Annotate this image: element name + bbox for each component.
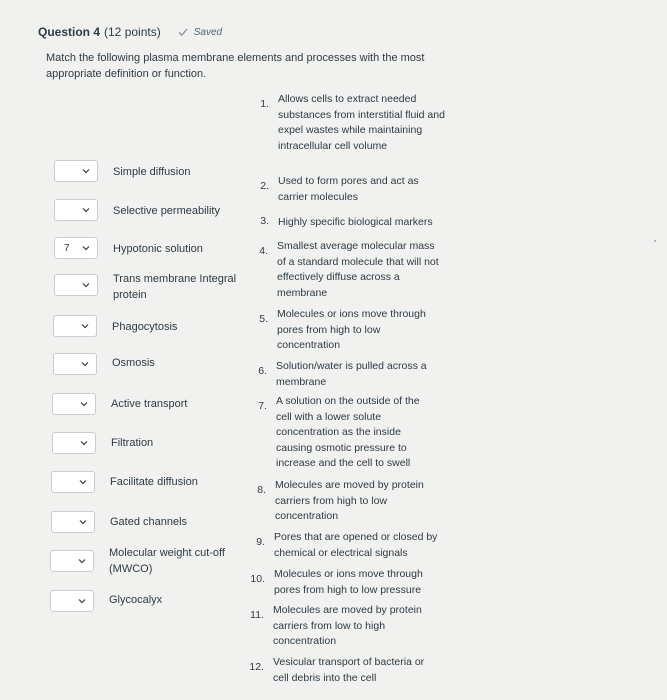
saved-status [177,26,222,38]
chevron-down-icon [82,282,90,288]
term-label: Filtration [111,437,154,449]
answer-select[interactable] [53,353,97,375]
definition-text: Highly specific biological markers [278,216,433,228]
answer-select[interactable] [54,160,98,182]
definition-item [244,603,441,650]
definition-number: 6. [258,365,267,377]
answer-select[interactable] [54,237,98,259]
scroll-indicator [654,240,656,242]
definition-item [247,359,444,390]
chevron-down-icon [80,401,88,407]
answer-select[interactable] [54,199,98,221]
definition-number: 1. [260,98,269,110]
definition-item [244,655,441,686]
answer-select[interactable] [53,315,97,337]
term-label: Hypotonic solution [113,243,203,255]
definition-number: 12. [249,661,264,673]
checkmark-icon [177,26,189,38]
definition-number: 8. [257,484,266,496]
definition-item [246,478,443,525]
question-header [38,22,222,42]
chevron-down-icon [80,440,88,446]
definition-text: Molecules or ions move through pores from high to low pressure [274,568,423,596]
definition-item [245,567,442,598]
chevron-down-icon [82,168,90,174]
match-row [51,471,240,493]
answer-select[interactable] [51,511,95,533]
match-row [52,393,241,415]
definition-text: Smallest average molecular mass of a standard molecule that will not effectively diffuse across a membrane [277,240,439,299]
definition-item [247,394,436,472]
definition-number: 11. [250,609,264,621]
definition-text: Molecules are moved by protein carriers from high to low concentration [275,479,424,523]
definition-item [248,307,445,354]
match-row [53,315,242,337]
question-prompt: Match the following plasma membrane elements and processes with the most appropriate definition or function. [46,52,425,80]
chevron-down-icon [82,245,90,251]
chevron-down-icon [82,207,90,213]
definition-text: Allows cells to extract needed substances from interstitial fluid and expel wastes while maintaining intracellular cell volume [278,93,445,152]
definition-number: 9. [256,536,265,548]
chevron-down-icon [79,479,87,485]
definition-item [249,92,446,154]
answer-select[interactable] [54,274,98,296]
match-row [51,511,240,533]
definition-text: Vesicular transport of bacteria or cell debris into the cell [273,656,425,684]
match-row [54,274,239,303]
match-row [54,237,243,259]
definition-number: 3. [260,215,269,227]
definition-item [249,215,446,231]
chevron-down-icon [81,323,89,329]
chevron-down-icon [81,361,89,367]
chevron-down-icon [78,558,86,564]
definition-number: 5. [259,313,268,325]
term-label: Gated channels [110,516,188,528]
definition-text: Molecules or ions move through pores from high to low concentration [277,308,426,352]
term-label: Simple diffusion [113,166,191,178]
match-row [52,432,241,454]
answer-select[interactable] [50,550,94,572]
definition-item [248,239,445,301]
question-title: Question 4 [38,25,101,39]
definition-item [249,174,446,205]
definition-number: 7. [258,400,267,412]
term-label: Osmosis [112,357,155,369]
term-label: Glycocalyx [109,594,163,606]
answer-select[interactable] [51,471,95,493]
answer-select[interactable] [52,432,96,454]
answer-select-value: 7 [64,242,70,254]
definition-text: Pores that are opened or closed by chemical or electrical signals [274,531,438,559]
term-label: Active transport [111,398,188,410]
chevron-down-icon [79,519,87,525]
question-points: (12 points) [104,25,161,39]
definition-text: Solution/water is pulled across a membrane [276,360,427,388]
match-row [54,160,243,182]
match-row [50,547,239,577]
term-label: Phagocytosis [112,321,178,333]
term-label: Facilitate diffusion [110,476,198,488]
match-row [54,199,243,221]
term-label: Selective permeability [113,205,220,217]
definition-number: 2. [260,180,269,192]
definition-text: A solution on the outside of the cell with a lower solute concentration as the inside causing osmotic pressure to increase and the cell to swell [276,395,420,470]
definition-text: Molecules are moved by protein carriers from low to high concentration [273,604,422,648]
saved-label: Saved [193,26,223,38]
definition-text: Used to form pores and act as carrier molecules [278,175,419,203]
definition-item [245,530,442,561]
answer-select[interactable] [50,590,94,612]
answer-select[interactable] [52,393,96,415]
term-label: Trans membrane Integral protein [113,273,237,301]
term-label: Molecular weight cut-off (MWCO) [109,547,225,575]
definition-number: 10. [250,573,265,585]
chevron-down-icon [78,598,86,604]
match-row [50,590,239,612]
match-row [53,353,242,375]
definition-number: 4. [259,245,268,257]
